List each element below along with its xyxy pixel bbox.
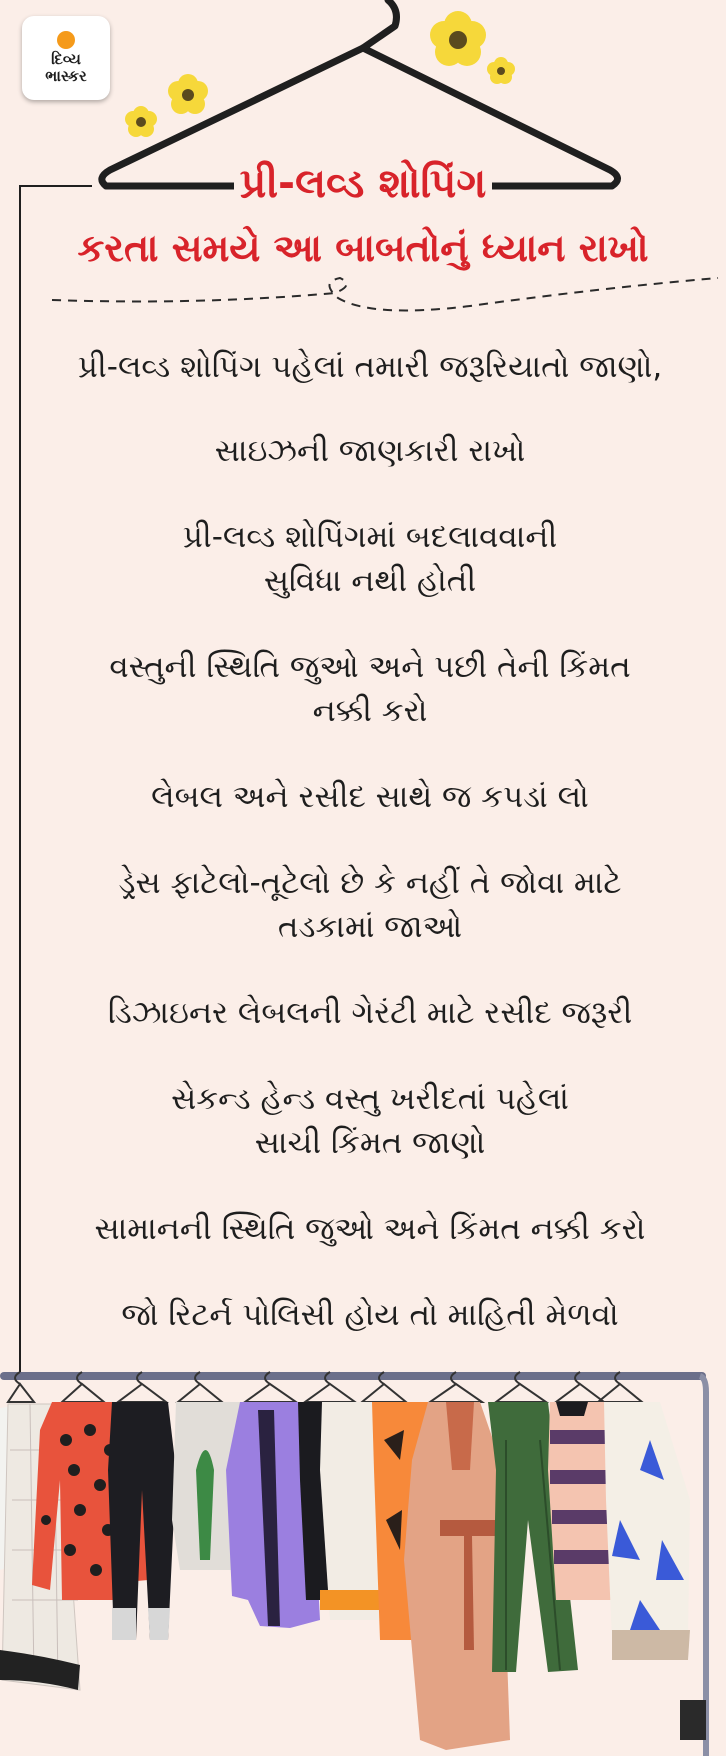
tip-item: સેકન્ડ હેન્ડ વસ્તુ ખરીદતાં પહેલાં સાચી કિંમત જાણો xyxy=(171,1081,569,1161)
brand-line-1: દિવ્ય xyxy=(51,50,81,68)
tip-item: સામાનની સ્થિતિ જુઓ અને કિંમત નક્કી કરો xyxy=(94,1211,646,1247)
tip-item: ડ્રેસ ફાટેલો-તૂટેલો છે કે નહીં તે જોવા માટે તડકામાં જાઓ xyxy=(118,865,622,945)
tip-item: પ્રી-લવ્ડ શોપિંગ પહેલાં તમારી જરૂરિયાતો જાણો, xyxy=(77,349,663,385)
tip-item: સાઇઝની જાણકારી રાખો xyxy=(214,433,526,469)
sun-icon xyxy=(57,31,75,49)
brand-line-2: ભાસ્કર xyxy=(45,67,87,85)
tip-item: વસ્તુની સ્થિતિ જુઓ અને પછી તેની કિંમત નક્કી કરો xyxy=(109,649,631,729)
dashed-divider xyxy=(52,278,718,311)
tip-item: પ્રી-લવ્ડ શોપિંગમાં બદલાવવાની સુવિધા નથી હોતી xyxy=(182,519,558,599)
tip-item: ડિઝાઇનર લેબલની ગેરંટી માટે રસીદ જરૂરી xyxy=(107,995,633,1031)
title-line-1: પ્રી-લવ્ડ શોપિંગ xyxy=(234,159,493,207)
page-title xyxy=(0,158,726,208)
tip-item: લેબલ અને રસીદ સાથે જ કપડાં લો xyxy=(151,779,589,815)
clothes-rack-illustration xyxy=(0,1372,706,1756)
brand-logo xyxy=(22,16,110,100)
flower-icon xyxy=(125,11,515,137)
tip-item: જો રિટર્ન પોલિસી હોય તો માહિતી મેળવો xyxy=(121,1297,619,1333)
page-subtitle: કરતા સમયે આ બાબતોનું ધ્યાન રાખો xyxy=(77,226,649,270)
